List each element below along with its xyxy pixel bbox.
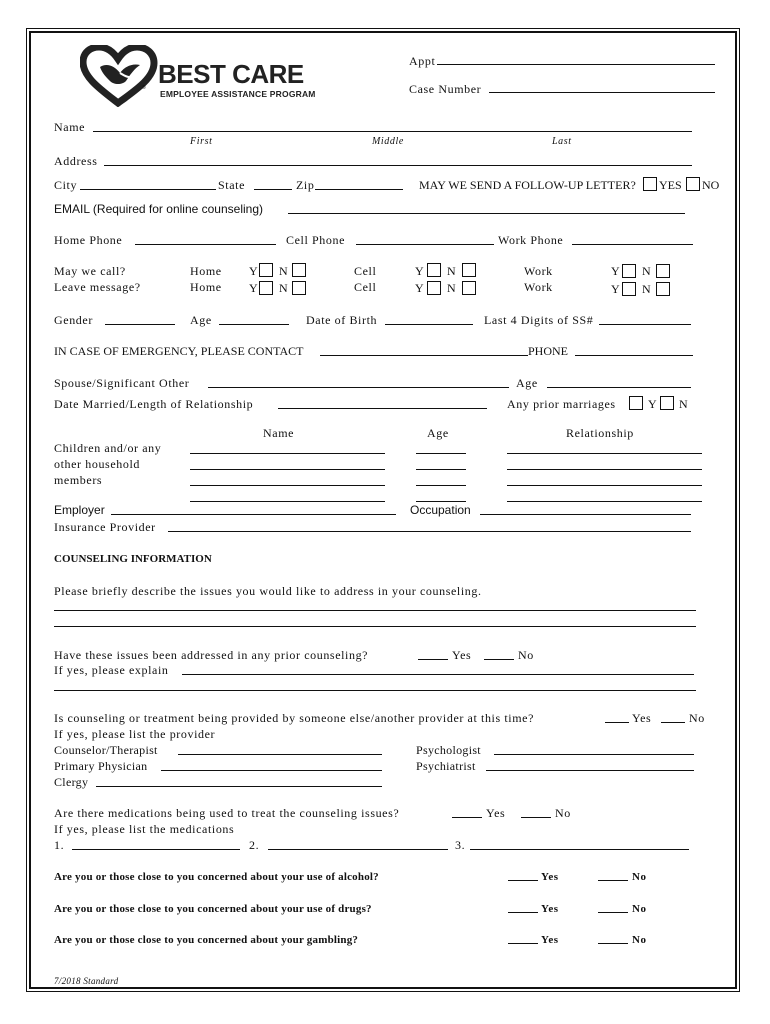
address-field[interactable]: [104, 165, 692, 166]
household-label-line2: other household: [54, 457, 140, 471]
medications-question: Are there medications being used to treat the counseling issues?: [54, 806, 400, 820]
insurance-label: Insurance Provider: [54, 520, 156, 534]
counselor-label: Counselor/Therapist: [54, 743, 158, 757]
message-cell-no-checkbox[interactable]: [462, 281, 476, 295]
message-home-no-checkbox[interactable]: [292, 281, 306, 295]
age-field[interactable]: [219, 324, 289, 325]
drugs-no-field[interactable]: [598, 912, 628, 913]
case-number-label: Case Number: [409, 82, 482, 96]
alcohol-no-label: No: [632, 871, 647, 883]
spouse-label: Spouse/Significant Other: [54, 376, 190, 390]
household-name-field[interactable]: [190, 485, 385, 486]
y-label: Y: [611, 282, 621, 296]
prior-counseling-no-field[interactable]: [484, 659, 514, 660]
psychologist-field[interactable]: [494, 754, 694, 755]
name-field[interactable]: [93, 131, 692, 132]
case-number-field[interactable]: [489, 92, 715, 93]
work-phone-label: Work Phone: [498, 233, 564, 247]
household-label-line1: Children and/or any: [54, 441, 162, 455]
medication-1-field[interactable]: [72, 849, 240, 850]
psychiatrist-field[interactable]: [486, 770, 694, 771]
household-age-field[interactable]: [416, 501, 466, 502]
medications-no-field[interactable]: [521, 817, 551, 818]
emergency-contact-label: IN CASE OF EMERGENCY, PLEASE CONTACT: [54, 344, 304, 358]
dob-field[interactable]: [385, 324, 473, 325]
emergency-phone-field[interactable]: [575, 355, 693, 356]
gambling-yes-label: Yes: [541, 934, 559, 946]
message-work-no-checkbox[interactable]: [656, 282, 670, 296]
explain-label: If yes, please explain: [54, 663, 169, 677]
prior-counseling-question: Have these issues been addressed in any prior counseling?: [54, 648, 369, 662]
message-work-label: Work: [524, 280, 553, 294]
occupation-field[interactable]: [480, 514, 691, 515]
call-cell-yes-checkbox[interactable]: [427, 263, 441, 277]
describe-issues-prompt: Please briefly describe the issues you would like to address in your counseling.: [54, 584, 482, 598]
zip-field[interactable]: [315, 189, 403, 190]
call-cell-label: Cell: [354, 264, 377, 278]
household-relationship-field[interactable]: [507, 469, 702, 470]
household-name-field[interactable]: [190, 469, 385, 470]
emergency-contact-field[interactable]: [320, 355, 528, 356]
address-label: Address: [54, 154, 98, 168]
email-field[interactable]: [288, 213, 685, 214]
gender-field[interactable]: [105, 324, 175, 325]
n-label: N: [447, 281, 457, 295]
household-name-header: Name: [263, 426, 295, 440]
household-name-field[interactable]: [190, 453, 385, 454]
emergency-phone-label: PHONE: [528, 344, 569, 358]
household-name-field[interactable]: [190, 501, 385, 502]
drugs-question: Are you or those close to you concerned about your use of drugs?: [54, 903, 372, 915]
clergy-label: Clergy: [54, 775, 89, 789]
cell-phone-label: Cell Phone: [286, 233, 345, 247]
drugs-yes-field[interactable]: [508, 912, 538, 913]
prior-counseling-no-label: No: [518, 648, 534, 662]
marriage-field[interactable]: [278, 408, 487, 409]
y-label: Y: [249, 264, 259, 278]
describe-issues-field[interactable]: [54, 610, 696, 611]
household-relationship-header: Relationship: [566, 426, 634, 440]
follow-up-yes-label: YES: [659, 178, 682, 192]
employer-label: Employer: [54, 503, 105, 517]
may-we-call-label: May we call?: [54, 264, 126, 278]
counseling-heading: COUNSELING INFORMATION: [54, 553, 212, 565]
list-medications-label: If yes, please list the medications: [54, 822, 235, 836]
n-label: N: [642, 264, 652, 278]
medications-yes-label: Yes: [486, 806, 506, 820]
medication-1-label: 1.: [54, 838, 65, 852]
prior-marriages-yes-label: Y: [648, 397, 658, 411]
physician-label: Primary Physician: [54, 759, 148, 773]
drugs-yes-label: Yes: [541, 903, 559, 915]
medications-no-label: No: [555, 806, 571, 820]
medication-2-label: 2.: [249, 838, 260, 852]
follow-up-no-checkbox[interactable]: [686, 177, 700, 191]
n-label: N: [642, 282, 652, 296]
state-label: State: [218, 178, 245, 192]
name-label: Name: [54, 120, 86, 134]
describe-issues-field[interactable]: [54, 626, 696, 627]
medication-3-label: 3.: [455, 838, 466, 852]
follow-up-question: MAY WE SEND A FOLLOW-UP LETTER?: [419, 178, 636, 192]
message-cell-yes-checkbox[interactable]: [427, 281, 441, 295]
psychologist-label: Psychologist: [416, 743, 481, 757]
household-label-line3: members: [54, 473, 103, 487]
gambling-no-label: No: [632, 934, 647, 946]
alcohol-question: Are you or those close to you concerned about your use of alcohol?: [54, 871, 379, 883]
follow-up-no-label: NO: [702, 178, 720, 192]
other-provider-yes-field[interactable]: [605, 722, 629, 723]
city-label: City: [54, 178, 78, 192]
age-label: Age: [190, 313, 212, 327]
n-label: N: [447, 264, 457, 278]
leave-message-label: Leave message?: [54, 280, 141, 294]
call-cell-no-checkbox[interactable]: [462, 263, 476, 277]
spouse-age-label: Age: [516, 376, 538, 390]
state-field[interactable]: [254, 189, 292, 190]
employer-field[interactable]: [111, 514, 396, 515]
spouse-age-field[interactable]: [547, 387, 691, 388]
message-home-yes-checkbox[interactable]: [259, 281, 273, 295]
explain-field[interactable]: [54, 690, 696, 691]
call-work-label: Work: [524, 264, 553, 278]
name-middle-caption: Middle: [372, 136, 404, 147]
household-age-field[interactable]: [416, 453, 466, 454]
household-age-field[interactable]: [416, 485, 466, 486]
home-phone-field[interactable]: [135, 244, 276, 245]
name-first-caption: First: [190, 136, 213, 147]
call-work-yes-checkbox[interactable]: [622, 264, 636, 278]
prior-marriages-no-checkbox[interactable]: [660, 396, 674, 410]
other-provider-yes-label: Yes: [632, 711, 652, 725]
call-home-no-checkbox[interactable]: [292, 263, 306, 277]
call-home-label: Home: [190, 264, 222, 278]
prior-counseling-yes-field[interactable]: [418, 659, 448, 660]
other-provider-no-field[interactable]: [661, 722, 685, 723]
medication-2-field[interactable]: [268, 849, 448, 850]
n-label: N: [279, 264, 289, 278]
other-provider-no-label: No: [689, 711, 705, 725]
gender-label: Gender: [54, 313, 93, 327]
cell-phone-field[interactable]: [356, 244, 494, 245]
message-cell-label: Cell: [354, 280, 377, 294]
n-label: N: [279, 281, 289, 295]
gambling-no-field[interactable]: [598, 943, 628, 944]
appt-field[interactable]: [437, 64, 715, 65]
y-label: Y: [611, 264, 621, 278]
follow-up-yes-checkbox[interactable]: [643, 177, 657, 191]
y-label: Y: [415, 264, 425, 278]
medication-3-field[interactable]: [470, 849, 689, 850]
prior-marriages-no-label: N: [679, 397, 689, 411]
zip-label: Zip: [296, 178, 315, 192]
psychiatrist-label: Psychiatrist: [416, 759, 476, 773]
ssn-label: Last 4 Digits of SS#: [484, 313, 594, 327]
ssn-field[interactable]: [599, 324, 691, 325]
page-border: [29, 31, 737, 989]
list-provider-label: If yes, please list the provider: [54, 727, 216, 741]
heart-dove-icon: [80, 45, 158, 107]
registered-mark: ®: [142, 85, 146, 91]
logo-name: BEST CARE: [158, 59, 304, 89]
prior-marriages-yes-checkbox[interactable]: [629, 396, 643, 410]
household-age-field[interactable]: [416, 469, 466, 470]
counselor-field[interactable]: [178, 754, 382, 755]
clergy-field[interactable]: [96, 786, 382, 787]
y-label: Y: [415, 281, 425, 295]
form-version-footer: 7/2018 Standard: [54, 976, 119, 986]
name-last-caption: Last: [552, 136, 572, 147]
gambling-yes-field[interactable]: [508, 943, 538, 944]
city-field[interactable]: [80, 189, 216, 190]
household-age-header: Age: [427, 426, 449, 440]
home-phone-label: Home Phone: [54, 233, 123, 247]
marriage-label: Date Married/Length of Relationship: [54, 397, 254, 411]
gambling-question: Are you or those close to you concerned about your gambling?: [54, 934, 359, 946]
alcohol-yes-field[interactable]: [508, 880, 538, 881]
household-relationship-field[interactable]: [507, 501, 702, 502]
prior-counseling-yes-label: Yes: [452, 648, 472, 662]
physician-field[interactable]: [161, 770, 382, 771]
y-label: Y: [249, 281, 259, 295]
appt-label: Appt: [409, 54, 436, 68]
drugs-no-label: No: [632, 903, 647, 915]
dob-label: Date of Birth: [306, 313, 378, 327]
insurance-field[interactable]: [168, 531, 691, 532]
prior-marriages-label: Any prior marriages: [507, 397, 616, 411]
spouse-field[interactable]: [208, 387, 509, 388]
logo-subtitle: EMPLOYEE ASSISTANCE PROGRAM: [160, 89, 316, 99]
household-relationship-field[interactable]: [507, 453, 702, 454]
call-work-no-checkbox[interactable]: [656, 264, 670, 278]
work-phone-field[interactable]: [572, 244, 693, 245]
message-home-label: Home: [190, 280, 222, 294]
alcohol-no-field[interactable]: [598, 880, 628, 881]
household-relationship-field[interactable]: [507, 485, 702, 486]
message-work-yes-checkbox[interactable]: [622, 282, 636, 296]
explain-field[interactable]: [182, 674, 694, 675]
call-home-yes-checkbox[interactable]: [259, 263, 273, 277]
email-label: EMAIL (Required for online counseling): [54, 202, 263, 216]
medications-yes-field[interactable]: [452, 817, 482, 818]
other-provider-question: Is counseling or treatment being provided by someone else/another provider at this time?: [54, 711, 535, 725]
alcohol-yes-label: Yes: [541, 871, 559, 883]
occupation-label: Occupation: [410, 503, 471, 517]
